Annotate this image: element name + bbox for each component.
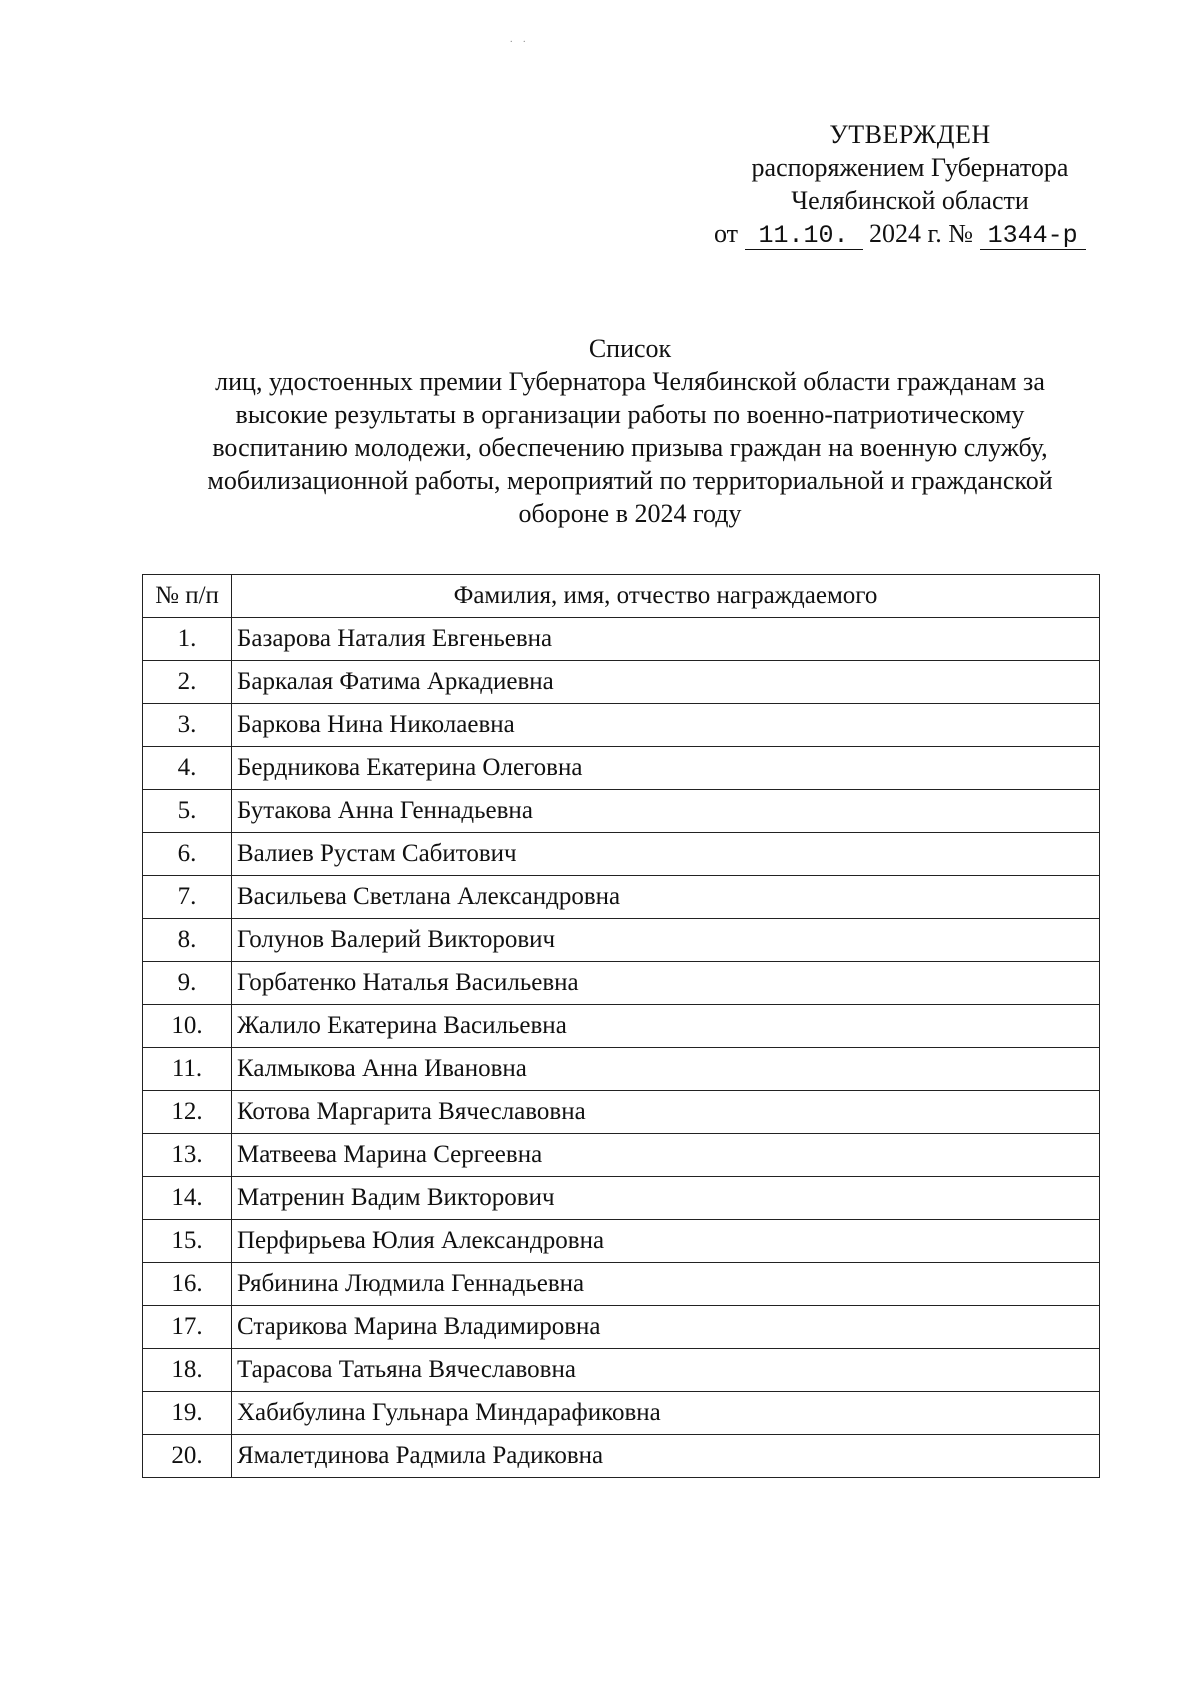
title-line: обороне в 2024 году <box>518 499 742 528</box>
row-name: Матвеева Марина Сергеевна <box>232 1134 1100 1177</box>
table-row <box>143 1048 1100 1091</box>
table-row <box>143 1392 1100 1435</box>
row-number: 15. <box>143 1220 232 1263</box>
table-row <box>143 1005 1100 1048</box>
table-row <box>143 833 1100 876</box>
row-number: 12. <box>143 1091 232 1134</box>
table-row <box>143 1220 1100 1263</box>
row-number: 5. <box>143 790 232 833</box>
table-row <box>143 1177 1100 1220</box>
table-row <box>143 876 1100 919</box>
table-row <box>143 661 1100 704</box>
approval-block <box>690 118 1130 250</box>
table-row <box>143 1306 1100 1349</box>
column-header-name: Фамилия, имя, отчество награждаемого <box>232 575 1100 618</box>
row-name: Баркалая Фатима Аркадиевна <box>232 661 1100 704</box>
row-number: 6. <box>143 833 232 876</box>
table-row <box>143 919 1100 962</box>
row-number: 3. <box>143 704 232 747</box>
row-name: Базарова Наталия Евгеньевна <box>232 618 1100 661</box>
row-number: 7. <box>143 876 232 919</box>
row-name: Бутакова Анна Геннадьевна <box>232 790 1100 833</box>
row-number: 16. <box>143 1263 232 1306</box>
row-number: 10. <box>143 1005 232 1048</box>
row-name: Хабибулина Гульнара Миндарафиковна <box>232 1392 1100 1435</box>
table-row <box>143 618 1100 661</box>
row-number: 19. <box>143 1392 232 1435</box>
date-value: 11.10. <box>745 223 863 250</box>
table-row <box>143 962 1100 1005</box>
row-number: 17. <box>143 1306 232 1349</box>
row-name: Матренин Вадим Викторович <box>232 1177 1100 1220</box>
table-row <box>143 1349 1100 1392</box>
row-name: Старикова Марина Владимировна <box>232 1306 1100 1349</box>
approval-date-line <box>690 217 1130 250</box>
row-number: 9. <box>143 962 232 1005</box>
row-name: Валиев Рустам Сабитович <box>232 833 1100 876</box>
row-name: Васильева Светлана Александровна <box>232 876 1100 919</box>
scan-speck: . . <box>510 34 530 45</box>
date-prefix: от <box>714 219 739 248</box>
table-row <box>143 1263 1100 1306</box>
document-title <box>150 332 1110 530</box>
approval-line-order: распоряжением Губернатора <box>751 153 1069 182</box>
row-name: Котова Маргарита Вячеславовна <box>232 1091 1100 1134</box>
awardees-table <box>142 574 1100 1478</box>
row-name: Баркова Нина Николаевна <box>232 704 1100 747</box>
approval-line-region: Челябинской области <box>791 186 1029 215</box>
row-number: 20. <box>143 1435 232 1478</box>
row-number: 1. <box>143 618 232 661</box>
column-header-number: № п/п <box>143 575 232 618</box>
row-number: 18. <box>143 1349 232 1392</box>
title-line: мобилизационной работы, мероприятий по территориальной и гражданской <box>207 466 1053 495</box>
order-number: 1344-р <box>980 223 1086 250</box>
row-number: 2. <box>143 661 232 704</box>
row-number: 14. <box>143 1177 232 1220</box>
title-line: лиц, удостоенных премии Губернатора Челябинской области гражданам за <box>215 367 1045 396</box>
approved-heading: УТВЕРЖДЕН <box>829 120 991 149</box>
row-number: 13. <box>143 1134 232 1177</box>
row-name: Горбатенко Наталья Васильевна <box>232 962 1100 1005</box>
row-name: Голунов Валерий Викторович <box>232 919 1100 962</box>
row-name: Бердникова Екатерина Олеговна <box>232 747 1100 790</box>
row-number: 4. <box>143 747 232 790</box>
row-name: Жалило Екатерина Васильевна <box>232 1005 1100 1048</box>
row-name: Тарасова Татьяна Вячеславовна <box>232 1349 1100 1392</box>
table-row <box>143 704 1100 747</box>
year-text: 2024 г. № <box>869 219 974 248</box>
row-number: 8. <box>143 919 232 962</box>
table-row <box>143 790 1100 833</box>
table-row <box>143 747 1100 790</box>
title-line: высокие результаты в организации работы по военно-патриотическому <box>235 400 1025 429</box>
table-row <box>143 1435 1100 1478</box>
row-name: Ямалетдинова Радмила Радиковна <box>232 1435 1100 1478</box>
row-number: 11. <box>143 1048 232 1091</box>
title-heading: Список <box>588 334 672 363</box>
row-name: Перфирьева Юлия Александровна <box>232 1220 1100 1263</box>
title-line: воспитанию молодежи, обеспечению призыва граждан на военную службу, <box>212 433 1048 462</box>
row-name: Калмыкова Анна Ивановна <box>232 1048 1100 1091</box>
table-row <box>143 1091 1100 1134</box>
table-header-row <box>143 575 1100 618</box>
table-row <box>143 1134 1100 1177</box>
row-name: Рябинина Людмила Геннадьевна <box>232 1263 1100 1306</box>
